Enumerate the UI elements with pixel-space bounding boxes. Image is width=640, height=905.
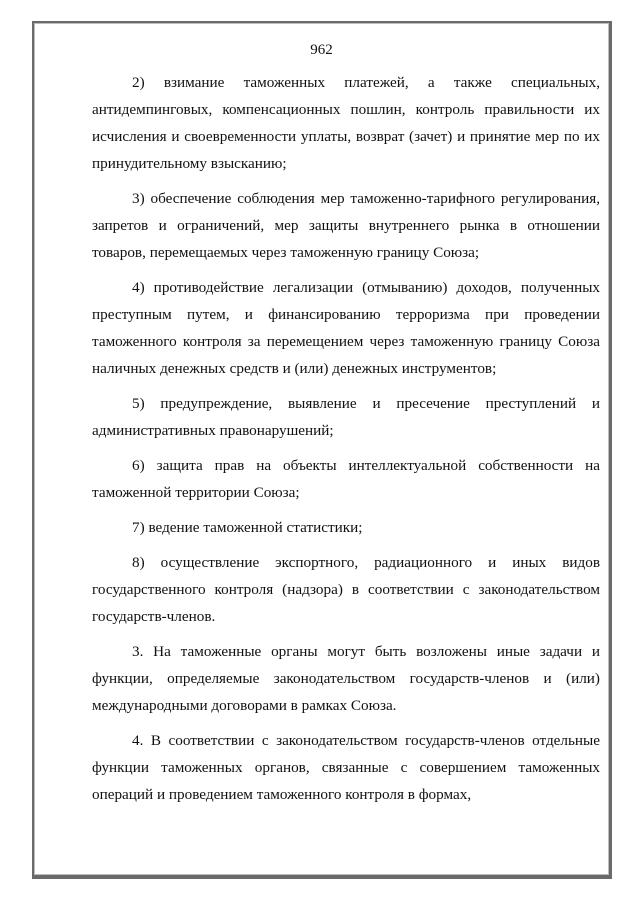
paragraph-section-3: 3. На таможенные органы могут быть возложены иные задачи и функции, определяемые законодательством государств-членов и (или) международными договорами в рамках Союза. (92, 643, 600, 714)
paragraph-item-8: 8) осуществление экспортного, радиационного и иных видов государственного контроля (надзора) в соответствии с законодательством государств-членов. (92, 554, 600, 625)
page-number: 962 (310, 42, 333, 58)
paragraph-item-7: 7) ведение таможенной статистики; (132, 519, 363, 536)
paragraph-item-4: 4) противодействие легализации (отмыванию) доходов, полученных преступным путем, и финансированию терроризма при проведении таможенного контроля за перемещением через таможенную границу Союза наличных денежных средств и (или) денежных инструментов; (92, 279, 600, 377)
paragraph-item-2: 2) взимание таможенных платежей, а также специальных, антидемпинговых, компенсационных пошлин, контроль правильности их исчисления и своевременности уплаты, возврат (зачет) и принятие мер по их принудительному взысканию; (92, 74, 600, 172)
paragraph-item-6: 6) защита прав на объекты интеллектуальной собственности на таможенной территории Союза; (92, 457, 600, 501)
page-frame (32, 21, 612, 879)
paragraph-item-5: 5) предупреждение, выявление и пресечение преступлений и административных правонарушений; (92, 395, 600, 439)
document-body (92, 69, 600, 816)
paragraph-section-4: 4. В соответствии с законодательством государств-членов отдельные функции таможенных органов, связанные с совершением таможенных операций и проведением таможенного контроля в формах, (92, 732, 600, 803)
paragraph-item-3: 3) обеспечение соблюдения мер таможенно-тарифного регулирования, запретов и ограничений, мер защиты внутреннего рынка в отношении товаров, перемещаемых через таможенную границу Союза; (92, 190, 600, 261)
